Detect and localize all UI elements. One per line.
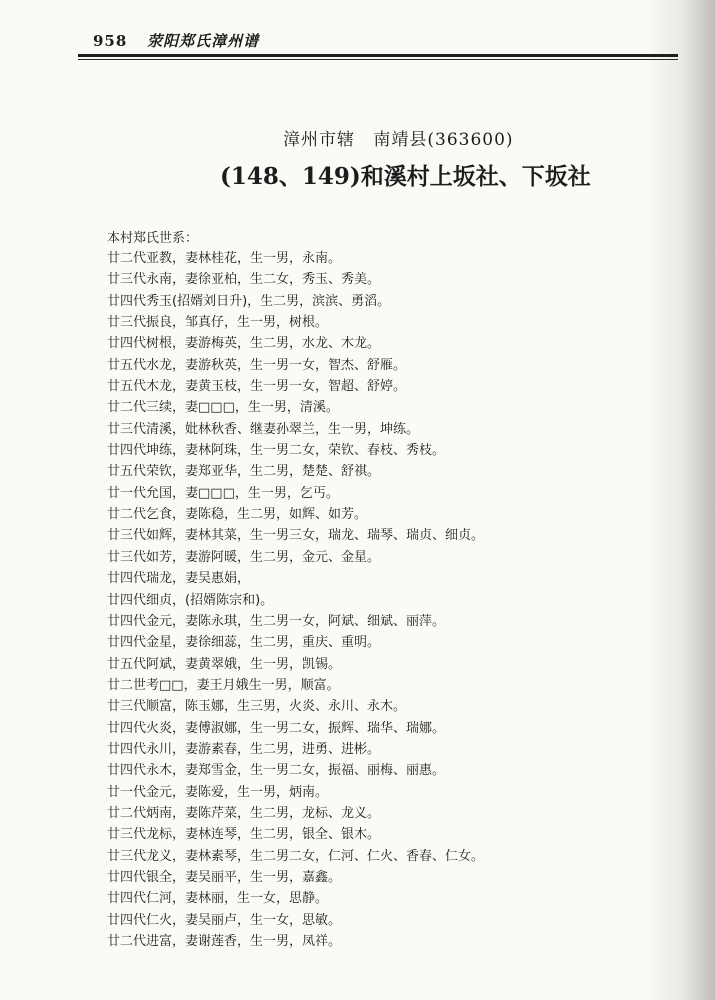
genealogy-list <box>107 248 484 952</box>
region-name: 漳州市辖 <box>283 130 355 150</box>
genealogy-entry: 廿四代树根，妻游梅英，生二男，水龙、木龙。 <box>107 336 381 352</box>
genealogy-entry: 廿五代荣钦，妻郑亚华，生二男，楚楚、舒祺。 <box>107 464 381 480</box>
genealogy-entry: 廿二代进富，妻谢莲香，生一男，凤祥。 <box>107 934 342 949</box>
county-name: 南靖县(363600) <box>373 130 514 150</box>
genealogy-entry: 廿四代坤练，妻林阿珠，生一男二女，荣钦、春枝、秀枝。 <box>107 443 446 459</box>
genealogy-entry: 廿四代仁火，妻吴丽卢，生一女，思敏。 <box>107 912 342 928</box>
genealogy-entry: 廿三代龙义，妻林素琴，生二男二女，仁河、仁火、香春、仁女。 <box>107 848 485 864</box>
genealogy-entry: 廿四代永木，妻郑雪金，生一男二女，振福、丽梅、丽惠。 <box>107 763 446 779</box>
region-line <box>283 125 514 150</box>
genealogy-entry: 廿四代细贞，(招婿陈宗和)。 <box>107 592 274 608</box>
book-title: 荥阳郑氏漳州谱 <box>147 32 260 50</box>
genealogy-entry: 廿四代瑞龙，妻吴惠娟， <box>107 571 251 587</box>
genealogy-entry: 廿一代允国，妻□□□，生一男，乞丐。 <box>107 485 339 501</box>
genealogy-entry: 廿二代乞食，妻陈稳，生二男，如辉、如芳。 <box>107 507 368 523</box>
page-edge-shadow <box>645 0 715 1000</box>
genealogy-entry: 廿二代亚教，妻林桂花，生一男，永南。 <box>107 251 342 266</box>
village-title: (148、149)和溪村上坂社、下坂社 <box>220 163 591 190</box>
genealogy-entry: 廿四代仁河，妻林丽，生一女，思静。 <box>107 891 329 907</box>
genealogy-entry: 廿三代龙标，妻林连琴，生二男，银全、银木。 <box>107 827 381 843</box>
genealogy-entry: 廿三代如辉，妻林其菜，生一男三女，瑞龙、瑞琴、瑞贞、细贞。 <box>107 528 485 544</box>
genealogy-entry: 廿五代水龙，妻游秋英，生一男一女，智杰、舒雁。 <box>107 357 407 373</box>
genealogy-entry: 廿四代金星，妻徐细蕊，生二男，重庆、重明。 <box>107 635 381 651</box>
genealogy-entry: 廿四代银全，妻吴丽平，生一男，嘉鑫。 <box>107 869 342 885</box>
running-header <box>93 30 259 51</box>
genealogy-entry: 廿五代木龙，妻黄玉枝，生一男一女，智超、舒婷。 <box>107 379 407 395</box>
genealogy-entry: 廿五代阿斌，妻黄翠娥，生一男，凯锡。 <box>107 656 342 672</box>
genealogy-entry: 廿三代如芳，妻游阿暖，生二男，金元、金星。 <box>107 549 381 565</box>
genealogy-entry: 廿四代秀玉(招婿刘日升)，生二男，滨滨、勇滔。 <box>107 293 391 309</box>
header-rule-thin <box>78 59 678 60</box>
genealogy-entry: 廿三代永南，妻徐亚柏，生二女，秀玉、秀美。 <box>107 272 381 288</box>
genealogy-entry: 廿三代清溪，妣林秋香、继妻孙翠兰，生一男，坤练。 <box>107 421 420 437</box>
genealogy-entry: 廿二世考□□，妻王月娥生一男，顺富。 <box>107 677 340 693</box>
genealogy-entry: 廿三代顺富，陈玉娜，生三男，火炎、永川、永木。 <box>107 699 407 715</box>
genealogy-entry: 廿四代金元，妻陈永琪，生二男一女，阿斌、细斌、丽萍。 <box>107 613 446 629</box>
genealogy-entry: 廿一代金元，妻陈爱，生一男，炳南。 <box>107 784 329 800</box>
genealogy-entry: 廿二代三续，妻□□□，生一男，清溪。 <box>107 400 339 416</box>
genealogy-entry: 廿三代振良，邹真仔，生一男，树根。 <box>107 315 329 331</box>
genealogy-entry: 廿二代炳南，妻陈芹菜，生二男，龙标、龙义。 <box>107 805 381 821</box>
genealogy-entry: 廿四代永川，妻游素春，生二男，进勇、进彬。 <box>107 741 381 757</box>
page-number: 958 <box>93 32 128 50</box>
intro-line: 本村郑氏世系： <box>107 231 199 246</box>
header-rule <box>78 54 678 57</box>
genealogy-entry: 廿四代火炎，妻傅淑娜，生一男二女，振辉、瑞华、瑞娜。 <box>107 720 446 736</box>
